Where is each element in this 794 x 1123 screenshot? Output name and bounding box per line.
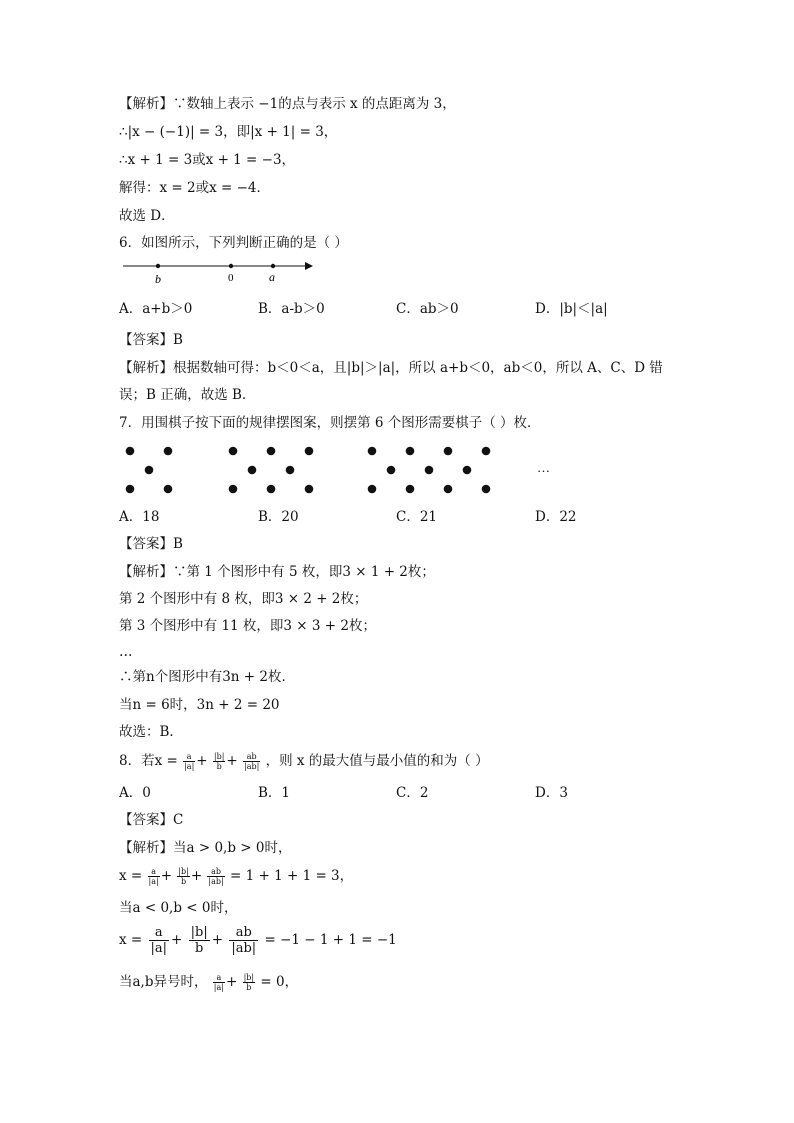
q7-option-d: D．22 (535, 509, 577, 525)
go-stone (406, 447, 415, 456)
q6-option-a: A．a+b＞0 (119, 301, 193, 317)
go-stone (305, 485, 314, 494)
go-stone (267, 447, 276, 456)
number-line-label-a: a (269, 270, 275, 284)
fraction-abs-b-over-b: $\frac{|b|}{b}$ (190, 925, 208, 956)
q7-option-c: C．21 (396, 509, 438, 525)
q8-answer: 【答案】C (119, 812, 184, 828)
text-line: 【解析】∵数轴上表示 −1的点与表示 x 的点距离为 3， (119, 96, 456, 112)
number-line-point-a (271, 264, 275, 268)
q6-option-d: D．|b|＜|a| (535, 301, 608, 317)
q8-prefix: 8．若x = (119, 753, 178, 769)
go-stone (482, 485, 491, 494)
go-stone (425, 466, 434, 475)
fraction-ab-over-abs-ab: $\frac{ab}{|ab|}$ (208, 867, 224, 886)
q7-option-b: B．20 (258, 509, 299, 525)
text-line: 解得：x = 2或x = −4． (119, 180, 271, 196)
text-line: ∴x + 1 = 3或x + 1 = −3， (119, 152, 296, 168)
q8-suffix: ，则 x 的最大值与最小值的和为（ ） (265, 753, 489, 769)
go-stone (368, 485, 377, 494)
q8-explanation: 当a < 0,b < 0时， (119, 900, 238, 916)
q7-explanation: 第 2 个图形中有 8 枚，即3 × 2 + 2枚； (119, 591, 368, 607)
q7-explanation: ∴第n个图形中有3n + 2枚． (119, 669, 295, 685)
go-stone (368, 447, 377, 456)
go-stone (463, 466, 472, 475)
q8-explanation: x = $\frac{a}{|a|}$ + $\frac{|b|}{b}$ + $\frac{ab}{|ab|}$ = 1 + 1 + 1 = 3， (119, 867, 354, 886)
go-stone (387, 466, 396, 475)
number-line-label-zero: 0 (228, 272, 234, 284)
q6-answer: 【答案】B (119, 332, 183, 348)
q8-explanation: x = $\frac{a}{|a|}$ + $\frac{|b|}{b}$ + $\frac{ab}{|ab|}$ = −1 − 1 + 1 = −1 (119, 925, 397, 956)
number-line-label-b: b (155, 272, 161, 286)
number-line-point-b (156, 264, 160, 268)
go-stone (286, 466, 295, 475)
fraction-a-over-abs-a: $\frac{a}{|a|}$ (150, 925, 168, 956)
fraction-a-over-abs-a: $\frac{a}{|a|}$ (213, 973, 224, 992)
pattern-figure-3 (368, 447, 491, 494)
q8-explanation: 【解析】当a > 0,b > 0时， (119, 840, 292, 856)
go-stone (444, 447, 453, 456)
question-7: 7．用围棋子按下面的规律摆图案，则摆第 6 个图形需要棋子（ ）枚． (119, 415, 541, 431)
go-stone (482, 447, 491, 456)
text-line: 故选 D． (119, 208, 175, 224)
go-stone (229, 485, 238, 494)
dot-pattern-figures (119, 440, 559, 498)
go-stone (267, 485, 276, 494)
fraction-abs-b-over-b: $\frac{|b|}{b}$ (178, 867, 189, 886)
fraction-ab-over-abs-ab: $\frac{ab}{|ab|}$ (244, 752, 260, 771)
number-line-figure (119, 256, 319, 288)
q7-explanation: … (119, 644, 133, 660)
fraction-abs-b-over-b: $\frac{|b|}{b}$ (213, 752, 225, 771)
go-stone (406, 485, 415, 494)
question-6: 6．如图所示，下列判断正确的是（ ） (119, 235, 348, 251)
q8-option-b: B．1 (258, 785, 291, 801)
q7-explanation: 当n = 6时，3n + 2 = 20 (119, 697, 280, 713)
q7-option-a: A．18 (119, 509, 160, 525)
go-stone (145, 466, 154, 475)
fraction-a-over-abs-a: $\frac{a}{|a|}$ (184, 752, 195, 771)
q7-explanation: 第 3 个图形中有 11 枚，即3 × 3 + 2枚； (119, 618, 376, 634)
q8-explanation: 当a,b异号时， $\frac{a}{|a|}$ + $\frac{|b|}{b}$ = 0， (119, 973, 299, 992)
pattern-figure-1 (126, 447, 173, 494)
q6-explanation: 误；B 正确，故选 B． (119, 387, 256, 403)
q6-option-c: C．ab＞0 (396, 301, 459, 317)
fraction-abs-b-over-b: $\frac{|b|}{b}$ (243, 973, 255, 992)
q6-option-b: B．a-b＞0 (258, 301, 325, 317)
go-stone (229, 447, 238, 456)
q8-option-d: D．3 (535, 785, 568, 801)
go-stone (305, 447, 314, 456)
q8-option-c: C．2 (396, 785, 429, 801)
text-line: ∴|x − (−1)| = 3，即|x + 1| = 3， (119, 124, 338, 140)
fraction-a-over-abs-a: $\frac{a}{|a|}$ (148, 867, 159, 886)
q7-answer: 【答案】B (119, 536, 183, 552)
number-line-point-zero (229, 264, 233, 268)
q8-option-a: A．0 (119, 785, 151, 801)
go-stone (164, 447, 173, 456)
question-8: 8．若x = $\frac{a}{|a|}$ + $\frac{|b|}{b}$ + $\frac{ab}{|ab|}$ ，则 x 的最大值与最小值的和为（ ） (119, 752, 489, 771)
pattern-figure-2 (229, 447, 314, 494)
go-stone (126, 485, 135, 494)
pattern-ellipsis: … (537, 460, 550, 475)
q7-explanation: 【解析】∵第 1 个图形中有 5 枚，即3 × 1 + 2枚； (119, 564, 435, 580)
go-stone (164, 485, 173, 494)
go-stone (126, 447, 135, 456)
fraction-ab-over-abs-ab: $\frac{ab}{|ab|}$ (231, 925, 257, 956)
q6-explanation: 【解析】根据数轴可得：b＜0＜a，且|b|＞|a|，所以 a+b＜0，ab＜0，所以 A、C、D 错 (119, 360, 663, 376)
q7-explanation: 故选：B． (119, 724, 183, 740)
go-stone (248, 466, 257, 475)
go-stone (444, 485, 453, 494)
